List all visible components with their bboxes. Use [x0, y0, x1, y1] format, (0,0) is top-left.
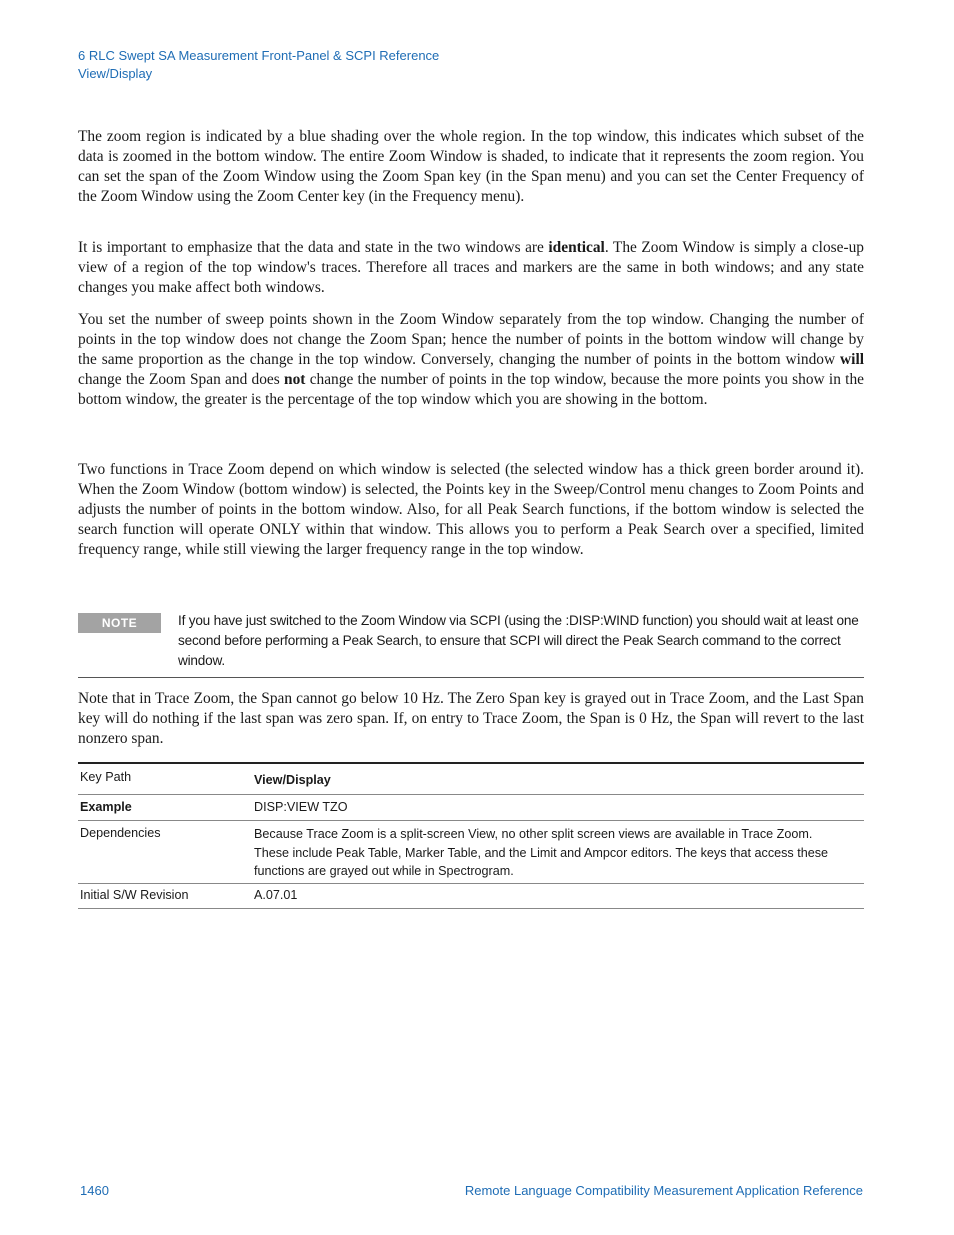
chapter-header: 6 RLC Swept SA Measurement Front-Panel & SCPI Reference [78, 48, 440, 63]
note-box [78, 611, 864, 678]
paragraph-zoom-region [78, 127, 864, 207]
paragraph-text: You set the number of sweep points shown in the Zoom Window separately from the top window. Changing the number of points in the top window does not change the Zoom Span; hence the number of points in the bottom window will change by the same proportion as the change in the top window. Conversely, changing the number of points in the bottom window [78, 311, 864, 368]
paragraph-text: Note that in Trace Zoom, the Span cannot go below 10 Hz. The Zero Span key is grayed out in Trace Zoom, and the Last Span key will do nothing if the last span was zero span. If, on entry to Trace Zoom, the Span is 0 Hz, the Span will revert to the last nonzero span. [78, 690, 864, 747]
note-text: If you have just switched to the Zoom Window via SCPI (using the :DISP:WIND function) you should wait at least one second before performing a Peak Search, to ensure that SCPI will direct the Peak Search command to the correct window. [178, 613, 859, 668]
page-number: 1460 [80, 1183, 109, 1198]
note-badge: NOTE [78, 613, 161, 633]
table-key: Example [80, 800, 132, 814]
emphasis-will: will [840, 351, 864, 368]
paragraph-text: change the number of points in the top window, because the more points you show in the bottom window, the greater is the percentage of the top window which you are showing in the bottom. [78, 371, 864, 408]
table-key: Dependencies [80, 826, 161, 840]
table-value: DISP:VIEW TZO [254, 800, 348, 814]
book-title: Remote Language Compatibility Measurement Application Reference [464, 1183, 863, 1198]
table-value: View/Display [254, 773, 331, 787]
paragraph-window-functions [78, 460, 864, 560]
emphasis-identical: identical [548, 239, 605, 256]
table-row [78, 795, 864, 821]
emphasis-not: not [284, 371, 306, 388]
section-header: View/Display [78, 66, 153, 81]
paragraph-span-limits [78, 689, 864, 749]
table-key: Initial S/W Revision [80, 888, 189, 902]
paragraph-text: The zoom region is indicated by a blue shading over the whole region. In the top window, this indicates which subset of the data is zoomed in the bottom window. The entire Zoom Window is shaded, to indicate that it represents the zoom region. You can set the span of the Zoom Window using the Zoom Span key (in the Span menu) and you can set the Center Frequency of the Zoom Window using the Zoom Center key (in the Frequency menu). [78, 128, 864, 205]
paragraph-text: change the Zoom Span and does [78, 371, 285, 388]
paragraph-text: . The Zoom Window is simply a close-up view of a region of the top window's traces. Therefore all traces and markers are the same in both windows; and any state changes you make affect both windows. [78, 239, 864, 296]
table-row [78, 764, 864, 795]
paragraph-text: Two functions in Trace Zoom depend on which window is selected (the selected window has a thick green border around it). When the Zoom Window (bottom window) is selected, the Points key in the Sweep/Control menu changes to Zoom Points and adjusts the number of points in the bottom window. Also, for all Peak Search functions, if the bottom window is selected the search function will operate ONLY within that window. This allows you to perform a Peak Search over a specified, limited frequency range, while still viewing the larger frequency range in the top window. [78, 461, 864, 558]
paragraph-sweep-points [78, 310, 864, 410]
table-value: Because Trace Zoom is a split-screen View, no other split screen views are available in Trace Zoom. These include Peak Table, Marker Table, and the Limit and Ampcor editors. The keys that access these functions are grayed out while in Spectrogram. [254, 827, 829, 878]
table-value: A.07.01 [254, 888, 298, 902]
table-row [78, 821, 864, 884]
paragraph-text: It is important to emphasize that the data and state in the two windows are [78, 239, 549, 256]
paragraph-identical-data [78, 238, 864, 298]
key-info-table [78, 762, 864, 909]
table-row [78, 884, 864, 909]
table-key: Key Path [80, 770, 132, 784]
